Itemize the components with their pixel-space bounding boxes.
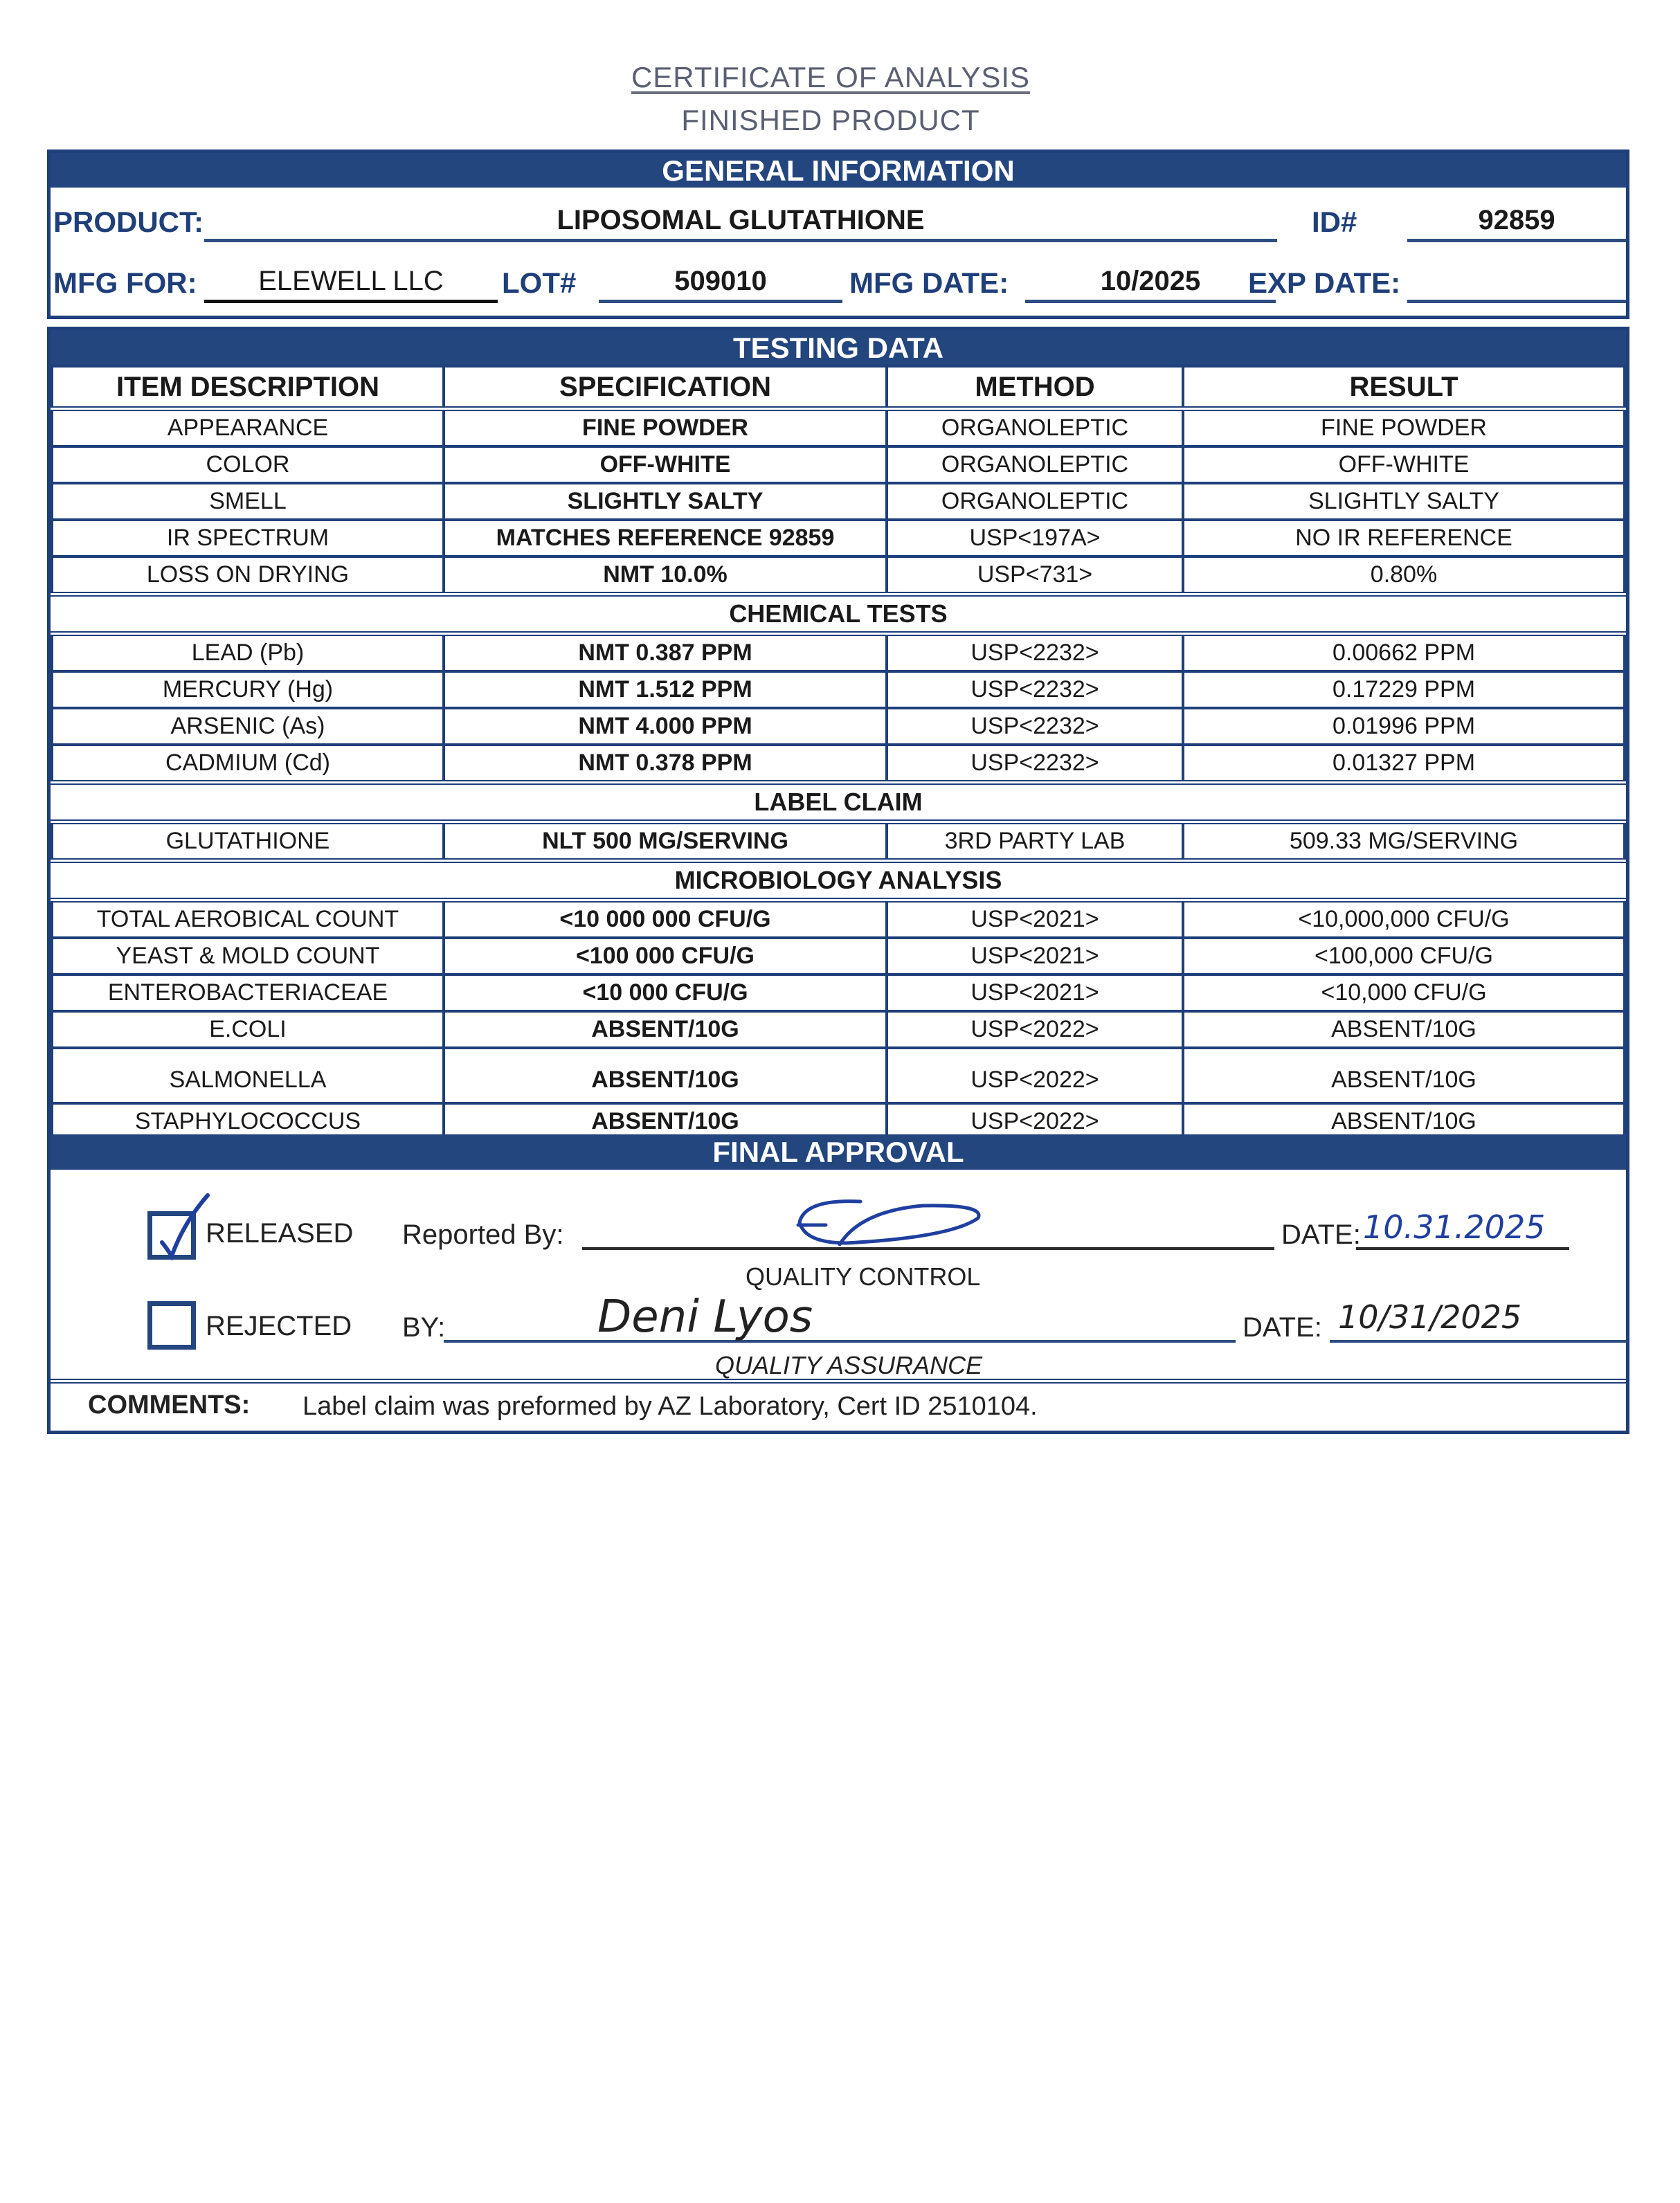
cell-item: GLUTATHIONE xyxy=(52,822,444,861)
cell-result: 0.00662 PPM xyxy=(1183,634,1625,672)
column-header-result: RESULT xyxy=(1183,366,1625,409)
date-label-qa: DATE: xyxy=(1243,1312,1322,1343)
date-value-qa: 10/31/2025 xyxy=(1338,1298,1522,1336)
cell-item: ENTEROBACTERIACEAE xyxy=(52,974,444,1011)
microbiology-header xyxy=(52,861,1625,900)
cell-item: LOSS ON DRYING xyxy=(52,556,444,595)
microbiology-row xyxy=(52,900,1625,939)
cell-method: ORGANOLEPTIC xyxy=(887,446,1183,483)
cell-result: 509.33 MG/SERVING xyxy=(1183,822,1625,861)
id-label: ID# xyxy=(1312,206,1357,238)
cell-item: E.COLI xyxy=(52,1011,444,1048)
date-value-qc: 10.31.2025 xyxy=(1363,1208,1546,1246)
column-header-method: METHOD xyxy=(887,366,1183,409)
cell-result: ABSENT/10G xyxy=(1183,1048,1625,1103)
comments-label: COMMENTS: xyxy=(88,1390,251,1420)
cell-item: CADMIUM (Cd) xyxy=(52,745,444,783)
lot-value: 509010 xyxy=(599,262,842,303)
mfg-for-value: ELEWELL LLC xyxy=(204,262,498,303)
cell-method: USP<2022> xyxy=(887,1103,1183,1140)
testing-data-title: TESTING DATA xyxy=(51,330,1626,365)
chemical-test-row xyxy=(52,745,1625,783)
mfg-date-value: 10/2025 xyxy=(1025,262,1276,303)
lot-label: LOT# xyxy=(502,266,577,299)
cell-specification: FINE POWDER xyxy=(444,409,887,447)
cell-item: LEAD (Pb) xyxy=(52,634,444,672)
cell-specification: NMT 0.378 PPM xyxy=(444,745,887,783)
qc-signature xyxy=(784,1195,992,1257)
cell-specification: <10 000 CFU/G xyxy=(444,974,887,1011)
column-header-specification: SPECIFICATION xyxy=(444,366,887,409)
cell-specification: <10 000 000 CFU/G xyxy=(444,900,887,939)
document-title: CERTIFICATE OF ANALYSIS xyxy=(631,61,1031,93)
cell-method: USP<731> xyxy=(887,556,1183,595)
product-row xyxy=(51,201,1626,243)
general-information-section xyxy=(47,149,1629,319)
cell-result: 0.01327 PPM xyxy=(1183,745,1625,783)
document-subtitle: FINISHED PRODUCT xyxy=(681,104,980,136)
microbiology-row xyxy=(52,1011,1625,1048)
cell-result: <100,000 CFU/G xyxy=(1183,938,1625,974)
quality-assurance-caption: QUALITY ASSURANCE xyxy=(715,1351,983,1379)
by-label: BY: xyxy=(402,1312,446,1343)
cell-result: SLIGHTLY SALTY xyxy=(1183,483,1625,520)
cell-method: USP<2232> xyxy=(887,745,1183,783)
cell-result: FINE POWDER xyxy=(1183,409,1625,447)
cell-result: <10,000,000 CFU/G xyxy=(1183,900,1625,939)
chemical-test-row xyxy=(52,671,1625,708)
column-header-item: ITEM DESCRIPTION xyxy=(52,366,444,409)
rejected-label: REJECTED xyxy=(206,1311,352,1341)
chemical-tests-header xyxy=(52,595,1625,634)
exp-date-label: EXP DATE: xyxy=(1248,266,1401,299)
physical-test-row xyxy=(52,409,1625,447)
physical-test-row xyxy=(52,556,1625,595)
cell-method: USP<2021> xyxy=(887,938,1183,974)
cell-method: USP<2021> xyxy=(887,900,1183,939)
cell-result: ABSENT/10G xyxy=(1183,1011,1625,1048)
cell-specification: NMT 0.387 PPM xyxy=(444,634,887,672)
chemical-test-row xyxy=(52,634,1625,672)
cell-specification: NMT 10.0% xyxy=(444,556,887,595)
final-approval-title: FINAL APPROVAL xyxy=(51,1134,1626,1169)
cell-result: 0.01996 PPM xyxy=(1183,708,1625,745)
comments-row xyxy=(51,1379,1626,1431)
cell-method: USP<2022> xyxy=(887,1011,1183,1048)
cell-method: USP<2232> xyxy=(887,708,1183,745)
exp-date-value xyxy=(1407,262,1626,303)
qa-signature: Deni Lyos xyxy=(597,1291,813,1343)
cell-method: ORGANOLEPTIC xyxy=(887,483,1183,520)
cell-item: STAPHYLOCOCCUS xyxy=(52,1103,444,1140)
cell-result: OFF-WHITE xyxy=(1183,446,1625,483)
label-claim-row xyxy=(52,822,1625,861)
cell-item: SMELL xyxy=(52,483,444,520)
microbiology-row xyxy=(52,1048,1625,1103)
cell-specification: ABSENT/10G xyxy=(444,1011,887,1048)
cell-specification: NMT 4.000 PPM xyxy=(444,708,887,745)
manufacturing-row xyxy=(51,262,1626,304)
cell-result: ABSENT/10G xyxy=(1183,1103,1625,1140)
rejected-checkbox[interactable] xyxy=(147,1301,196,1350)
released-checkbox[interactable] xyxy=(147,1211,196,1260)
id-value: 92859 xyxy=(1407,201,1626,242)
cell-specification: SLIGHTLY SALTY xyxy=(444,483,887,520)
testing-table xyxy=(51,365,1626,1141)
cell-method: USP<197A> xyxy=(887,520,1183,556)
cell-method: 3RD PARTY LAB xyxy=(887,822,1183,861)
date-line-qc xyxy=(1356,1247,1569,1250)
product-label: PRODUCT: xyxy=(53,206,204,238)
released-label: RELEASED xyxy=(206,1218,354,1249)
table-header-row xyxy=(52,366,1625,409)
cell-item: TOTAL AEROBICAL COUNT xyxy=(52,900,444,939)
cell-specification: <100 000 CFU/G xyxy=(444,938,887,974)
cell-specification: MATCHES REFERENCE 92859 xyxy=(444,520,887,556)
cell-item: APPEARANCE xyxy=(52,409,444,447)
cell-result: 0.17229 PPM xyxy=(1183,671,1625,708)
cell-result: 0.80% xyxy=(1183,556,1625,595)
cell-specification: NLT 500 MG/SERVING xyxy=(444,822,887,861)
mfg-date-label: MFG DATE: xyxy=(849,266,1009,299)
physical-test-row xyxy=(52,483,1625,520)
chemical-test-row xyxy=(52,708,1625,745)
physical-test-row xyxy=(52,446,1625,483)
general-information-title: GENERAL INFORMATION xyxy=(51,153,1626,188)
final-approval-section xyxy=(47,1170,1629,1434)
cell-item: IR SPECTRUM xyxy=(52,520,444,556)
date-label-qc: DATE: xyxy=(1281,1220,1361,1250)
cell-specification: ABSENT/10G xyxy=(444,1048,887,1103)
cell-method: USP<2232> xyxy=(887,634,1183,672)
cell-item: YEAST & MOLD COUNT xyxy=(52,938,444,974)
cell-specification: OFF-WHITE xyxy=(444,446,887,483)
cell-item: MERCURY (Hg) xyxy=(52,671,444,708)
reported-by-label: Reported By: xyxy=(402,1220,564,1250)
cell-specification: NMT 1.512 PPM xyxy=(444,671,887,708)
product-value: LIPOSOMAL GLUTATHIONE xyxy=(204,201,1277,242)
physical-test-row xyxy=(52,520,1625,556)
cell-result: NO IR REFERENCE xyxy=(1183,520,1625,556)
label-claim-title: LABEL CLAIM xyxy=(52,783,1625,822)
microbiology-title: MICROBIOLOGY ANALYSIS xyxy=(52,861,1625,900)
cell-item: SALMONELLA xyxy=(52,1048,444,1103)
microbiology-row xyxy=(52,974,1625,1011)
testing-data-section xyxy=(47,327,1629,1172)
cell-method: USP<2021> xyxy=(887,974,1183,1011)
cell-result: <10,000 CFU/G xyxy=(1183,974,1625,1011)
date-line-qa xyxy=(1330,1340,1627,1343)
quality-control-caption: QUALITY CONTROL xyxy=(746,1262,981,1291)
cell-item: ARSENIC (As) xyxy=(52,708,444,745)
chemical-tests-title: CHEMICAL TESTS xyxy=(52,595,1625,634)
microbiology-row xyxy=(52,938,1625,974)
cell-item: COLOR xyxy=(52,446,444,483)
qa-signature-line[interactable] xyxy=(444,1340,1236,1343)
comments-text: Label claim was preformed by AZ Laboratory, Cert ID 2510104. xyxy=(302,1392,1038,1421)
cell-specification: ABSENT/10G xyxy=(444,1103,887,1140)
label-claim-header xyxy=(52,783,1625,822)
document-header xyxy=(0,61,1661,137)
cell-method: USP<2022> xyxy=(887,1048,1183,1103)
cell-method: ORGANOLEPTIC xyxy=(887,409,1183,447)
cell-method: USP<2232> xyxy=(887,671,1183,708)
mfg-for-label: MFG FOR: xyxy=(53,266,197,299)
